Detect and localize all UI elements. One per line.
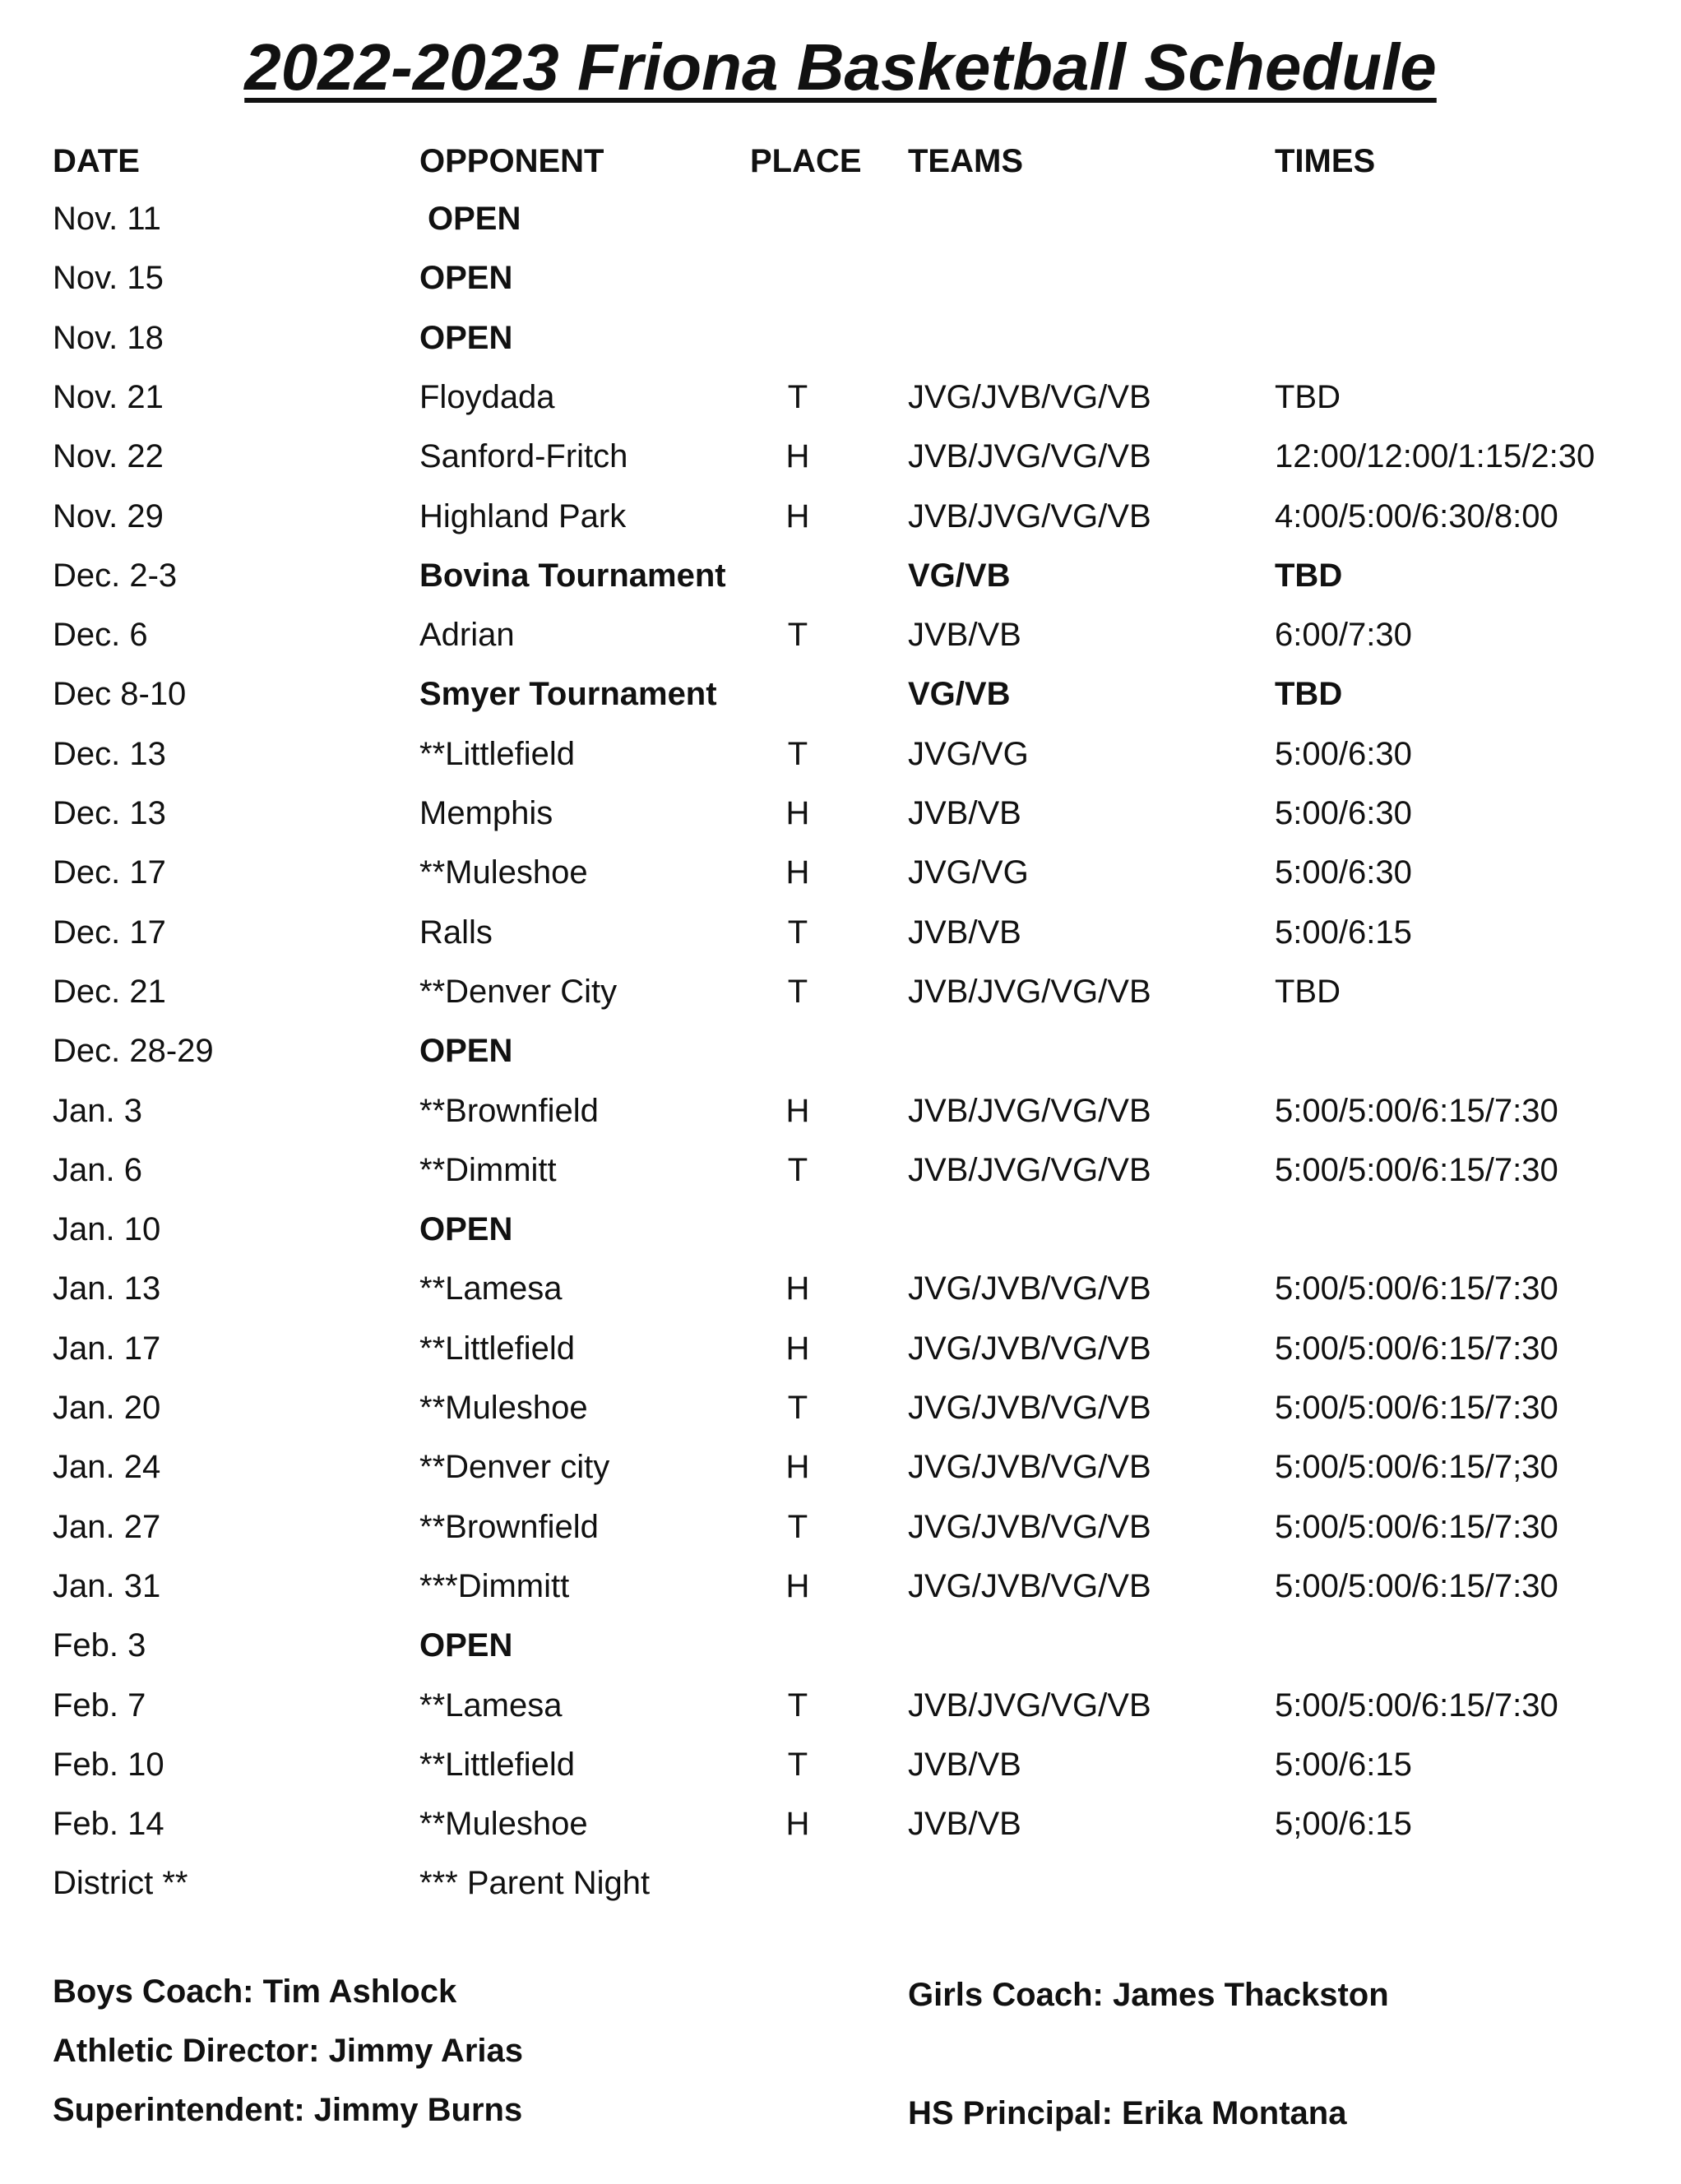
row-teams: JVG/VG [908, 736, 1029, 772]
boys-coach: Boys Coach: Tim Ashlock [53, 1973, 457, 2010]
row-times: TBD [1275, 974, 1341, 1010]
legend-district: District ** [53, 1865, 188, 1901]
row-place: T [787, 1390, 808, 1426]
row-date: Dec. 28-29 [53, 1033, 214, 1069]
row-opponent: Sanford-Fritch [419, 438, 628, 474]
row-teams: JVB/VB [908, 914, 1021, 951]
row-times: 5:00/5:00/6:15/7;30 [1275, 1449, 1558, 1485]
row-times: 5:00/6:30 [1275, 795, 1412, 831]
row-teams: JVG/JVB/VG/VB [908, 379, 1151, 415]
girls-coach: Girls Coach: James Thackston [908, 1977, 1389, 2013]
row-date: Dec 8-10 [53, 676, 187, 712]
row-teams: VG/VB [908, 558, 1011, 594]
page-title [0, 26, 1681, 109]
header-opponent: OPPONENT [419, 143, 604, 179]
row-times: 5:00/5:00/6:15/7:30 [1275, 1509, 1558, 1545]
row-opponent: Bovina Tournament [419, 558, 726, 594]
row-place: T [787, 1747, 808, 1783]
table-row [0, 253, 1681, 303]
row-date: Nov. 11 [53, 201, 161, 237]
row-date: Jan. 31 [53, 1568, 161, 1604]
table-row [0, 1086, 1681, 1136]
table-row [0, 1681, 1681, 1730]
table-row [0, 908, 1681, 957]
table-row [0, 1145, 1681, 1195]
row-place: T [787, 617, 808, 653]
row-place: T [787, 379, 808, 415]
row-date: Nov. 29 [53, 498, 164, 534]
table-row [0, 848, 1681, 897]
table-row [0, 551, 1681, 600]
table-row [0, 1205, 1681, 1254]
row-opponent: **Dimmitt [419, 1152, 557, 1188]
row-opponent: **Brownfield [419, 1093, 599, 1129]
row-date: Jan. 24 [53, 1449, 161, 1485]
row-times: 5:00/6:15 [1275, 1747, 1412, 1783]
row-date: Dec. 2-3 [53, 558, 178, 594]
row-opponent: OPEN [419, 1033, 513, 1069]
row-place: H [785, 1449, 810, 1485]
row-opponent: OPEN [419, 260, 513, 296]
row-date: Feb. 3 [53, 1627, 146, 1663]
row-times: 12:00/12:00/1:15/2:30 [1275, 438, 1595, 474]
row-times: 6:00/7:30 [1275, 617, 1412, 653]
table-row [0, 1621, 1681, 1670]
row-place: H [785, 1330, 810, 1367]
row-date: Dec. 13 [53, 736, 166, 772]
row-teams: JVB/VB [908, 1747, 1021, 1783]
row-place: H [785, 1806, 810, 1842]
row-date: Feb. 7 [53, 1687, 146, 1724]
legend-row [0, 1858, 1681, 1908]
row-opponent: **Brownfield [419, 1509, 599, 1545]
row-times: 5:00/5:00/6:15/7:30 [1275, 1330, 1558, 1367]
row-times: 5:00/5:00/6:15/7:30 [1275, 1093, 1558, 1129]
row-place: T [787, 736, 808, 772]
table-row [0, 610, 1681, 659]
row-place: T [787, 914, 808, 951]
table-row [0, 432, 1681, 481]
row-times: 5:00/6:30 [1275, 854, 1412, 891]
row-place: H [785, 795, 810, 831]
row-date: Nov. 15 [53, 260, 164, 296]
row-opponent: **Littlefield [419, 1747, 576, 1783]
row-opponent: Memphis [419, 795, 553, 831]
row-opponent: **Muleshoe [419, 854, 588, 891]
row-times: TBD [1275, 676, 1343, 712]
row-times: 5:00/5:00/6:15/7:30 [1275, 1687, 1558, 1724]
row-times: 5:00/5:00/6:15/7:30 [1275, 1152, 1558, 1188]
row-teams: JVB/VB [908, 1806, 1021, 1842]
row-date: Dec. 17 [53, 914, 166, 951]
row-teams: JVB/JVG/VG/VB [908, 498, 1151, 534]
row-date: Feb. 14 [53, 1806, 164, 1842]
row-opponent: Ralls [419, 914, 493, 951]
row-date: Jan. 27 [53, 1509, 161, 1545]
row-opponent: OPEN [419, 320, 513, 356]
table-row [0, 789, 1681, 838]
table-header [0, 136, 1681, 186]
row-teams: JVG/JVB/VG/VB [908, 1390, 1151, 1426]
row-place: H [785, 1270, 810, 1307]
legend-parent-night: *** Parent Night [419, 1865, 651, 1901]
row-times: 5:00/6:30 [1275, 736, 1412, 772]
row-place: T [787, 1509, 808, 1545]
table-row [0, 313, 1681, 363]
table-row [0, 1562, 1681, 1611]
row-times: 5:00/6:15 [1275, 914, 1412, 951]
row-opponent: OPEN [428, 201, 521, 237]
row-teams: JVG/JVB/VG/VB [908, 1449, 1151, 1485]
row-date: Nov. 18 [53, 320, 164, 356]
row-date: Jan. 17 [53, 1330, 161, 1367]
row-date: Nov. 22 [53, 438, 164, 474]
header-date: DATE [53, 143, 140, 179]
row-date: Dec. 21 [53, 974, 166, 1010]
row-opponent: ***Dimmitt [419, 1568, 570, 1604]
row-date: Feb. 10 [53, 1747, 164, 1783]
row-place: T [787, 974, 808, 1010]
table-row [0, 1502, 1681, 1552]
row-opponent: OPEN [419, 1211, 513, 1247]
superintendent: Superintendent: Jimmy Burns [53, 2092, 523, 2128]
row-teams: JVB/JVG/VG/VB [908, 1152, 1151, 1188]
row-place: H [785, 854, 810, 891]
table-row [0, 492, 1681, 541]
row-place: H [785, 498, 810, 534]
page-title-text: 2022-2023 Friona Basketball Schedule [244, 30, 1437, 104]
row-teams: JVG/JVB/VG/VB [908, 1330, 1151, 1367]
table-row [0, 1324, 1681, 1373]
table-row [0, 1442, 1681, 1492]
row-opponent: **Lamesa [419, 1687, 563, 1724]
row-opponent: Highland Park [419, 498, 627, 534]
row-times: 4:00/5:00/6:30/8:00 [1275, 498, 1558, 534]
row-opponent: **Muleshoe [419, 1390, 588, 1426]
row-place: T [787, 1152, 808, 1188]
row-date: Dec. 13 [53, 795, 166, 831]
row-times: TBD [1275, 558, 1343, 594]
row-teams: JVG/JVB/VG/VB [908, 1270, 1151, 1307]
table-row [0, 967, 1681, 1016]
row-place: H [785, 438, 810, 474]
row-teams: JVG/JVB/VG/VB [908, 1509, 1151, 1545]
row-times: TBD [1275, 379, 1341, 415]
row-place: H [785, 1093, 810, 1129]
row-teams: JVG/VG [908, 854, 1029, 891]
row-teams: JVB/VB [908, 617, 1021, 653]
row-date: Nov. 21 [53, 379, 164, 415]
row-teams: JVB/JVG/VG/VB [908, 438, 1151, 474]
row-teams: JVB/VB [908, 795, 1021, 831]
row-times: 5:00/5:00/6:15/7:30 [1275, 1390, 1558, 1426]
hs-principal: HS Principal: Erika Montana [908, 2095, 1347, 2131]
row-teams: JVB/JVG/VG/VB [908, 974, 1151, 1010]
row-date: Jan. 20 [53, 1390, 161, 1426]
row-opponent: Adrian [419, 617, 515, 653]
table-row [0, 729, 1681, 779]
row-date: Dec. 17 [53, 854, 166, 891]
table-row [0, 1264, 1681, 1313]
table-row [0, 1383, 1681, 1432]
row-opponent: Smyer Tournament [419, 676, 717, 712]
header-teams: TEAMS [908, 143, 1023, 179]
row-date: Dec. 6 [53, 617, 148, 653]
row-opponent: **Littlefield [419, 1330, 576, 1367]
table-row [0, 1740, 1681, 1789]
row-place: T [787, 1687, 808, 1724]
table-row [0, 1799, 1681, 1849]
row-times: 5:00/5:00/6:15/7:30 [1275, 1270, 1558, 1307]
row-date: Jan. 6 [53, 1152, 142, 1188]
header-place: PLACE [750, 143, 862, 179]
table-row [0, 194, 1681, 243]
athletic-director: Athletic Director: Jimmy Arias [53, 2033, 524, 2069]
row-opponent: Floydada [419, 379, 555, 415]
row-opponent: **Muleshoe [419, 1806, 588, 1842]
header-times: TIMES [1275, 143, 1376, 179]
row-times: 5:00/5:00/6:15/7:30 [1275, 1568, 1558, 1604]
row-teams: JVB/JVG/VG/VB [908, 1093, 1151, 1129]
row-teams: VG/VB [908, 676, 1011, 712]
table-row [0, 1026, 1681, 1076]
row-place: H [785, 1568, 810, 1604]
row-times: 5;00/6:15 [1275, 1806, 1412, 1842]
row-opponent: **Denver City [419, 974, 618, 1010]
table-row [0, 669, 1681, 719]
table-row [0, 372, 1681, 422]
row-teams: JVB/JVG/VG/VB [908, 1687, 1151, 1724]
row-date: Jan. 3 [53, 1093, 142, 1129]
row-opponent: **Denver city [419, 1449, 610, 1485]
row-date: Jan. 10 [53, 1211, 161, 1247]
row-opponent: **Lamesa [419, 1270, 563, 1307]
row-teams: JVG/JVB/VG/VB [908, 1568, 1151, 1604]
row-opponent: OPEN [419, 1627, 513, 1663]
row-date: Jan. 13 [53, 1270, 161, 1307]
row-opponent: **Littlefield [419, 736, 576, 772]
